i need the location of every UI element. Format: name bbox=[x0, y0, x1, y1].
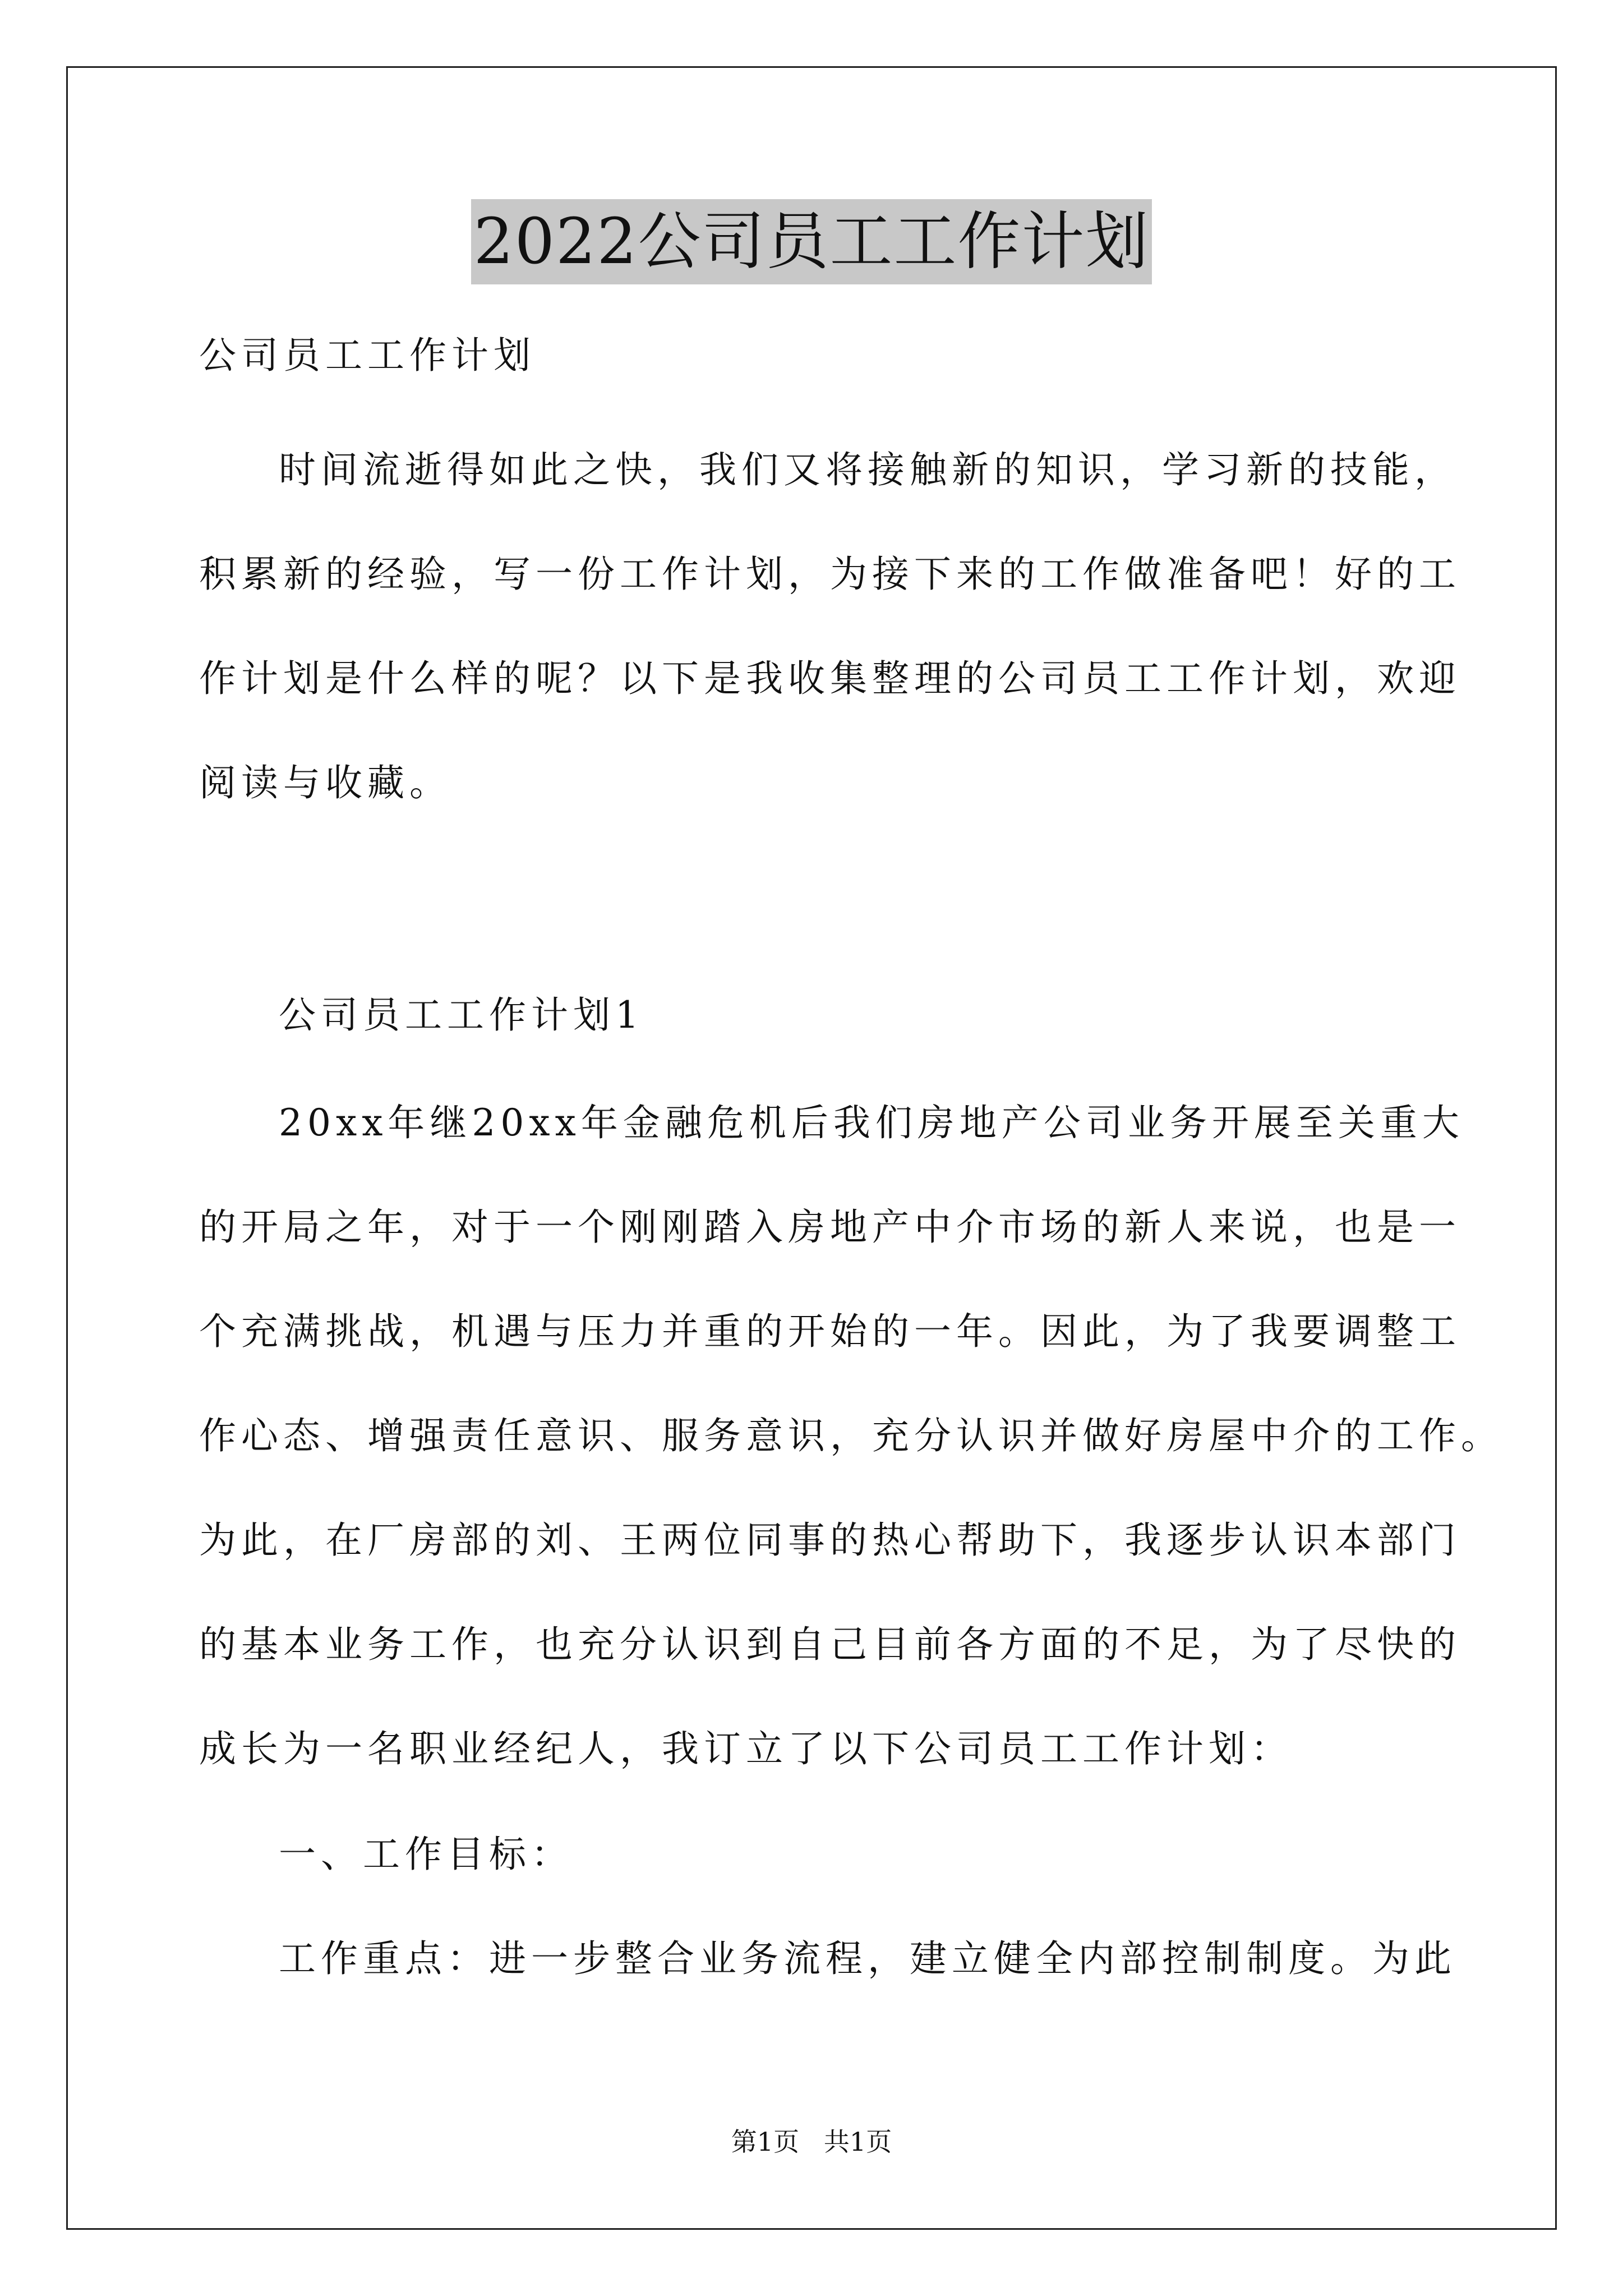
paragraph-line: 积累新的经验，写一份工作计划，为接下来的工作做准备吧！好的工 bbox=[199, 553, 1461, 596]
paragraph-line: 的基本业务工作，也充分认识到自己目前各方面的不足，为了尽快的 bbox=[199, 1623, 1461, 1666]
paragraph-line: 作计划是什么样的呢？以下是我收集整理的公司员工工作计划，欢迎 bbox=[199, 657, 1461, 700]
section-heading: 公司员工工作计划1 bbox=[279, 993, 644, 1037]
paragraph-line: 工作重点：进一步整合业务流程，建立健全内部控制制度。为此 bbox=[279, 1937, 1456, 1980]
paragraph-line: 作心态、增强责任意识、服务意识，充分认识并做好房屋中介的工作。 bbox=[199, 1414, 1503, 1457]
paragraph-line: 时间流逝得如此之快，我们又将接触新的知识，学习新的技能， bbox=[279, 448, 1456, 491]
paragraph-line: 20xx年继20xx年金融危机后我们房地产公司业务开展至关重大 bbox=[279, 1101, 1464, 1144]
page-border bbox=[66, 66, 1557, 2230]
title-container bbox=[0, 199, 1623, 284]
paragraph-line: 个充满挑战，机遇与压力并重的开始的一年。因此，为了我要调整工 bbox=[199, 1310, 1461, 1353]
document-title: 2022公司员工工作计划 bbox=[471, 199, 1151, 284]
paragraph-line: 阅读与收藏。 bbox=[199, 761, 451, 804]
paragraph-line: 的开局之年，对于一个刚刚踏入房地产中介市场的新人来说，也是一 bbox=[199, 1205, 1461, 1249]
paragraph-line: 为此，在厂房部的刘、王两位同事的热心帮助下，我逐步认识本部门 bbox=[199, 1519, 1461, 1562]
paragraph-line: 成长为一名职业经纪人，我订立了以下公司员工工作计划： bbox=[199, 1727, 1293, 1770]
subtitle-line: 公司员工工作计划 bbox=[199, 334, 536, 377]
list-heading: 一、工作目标： bbox=[279, 1833, 573, 1876]
page-footer: 第1页 共1页 bbox=[731, 2127, 892, 2157]
